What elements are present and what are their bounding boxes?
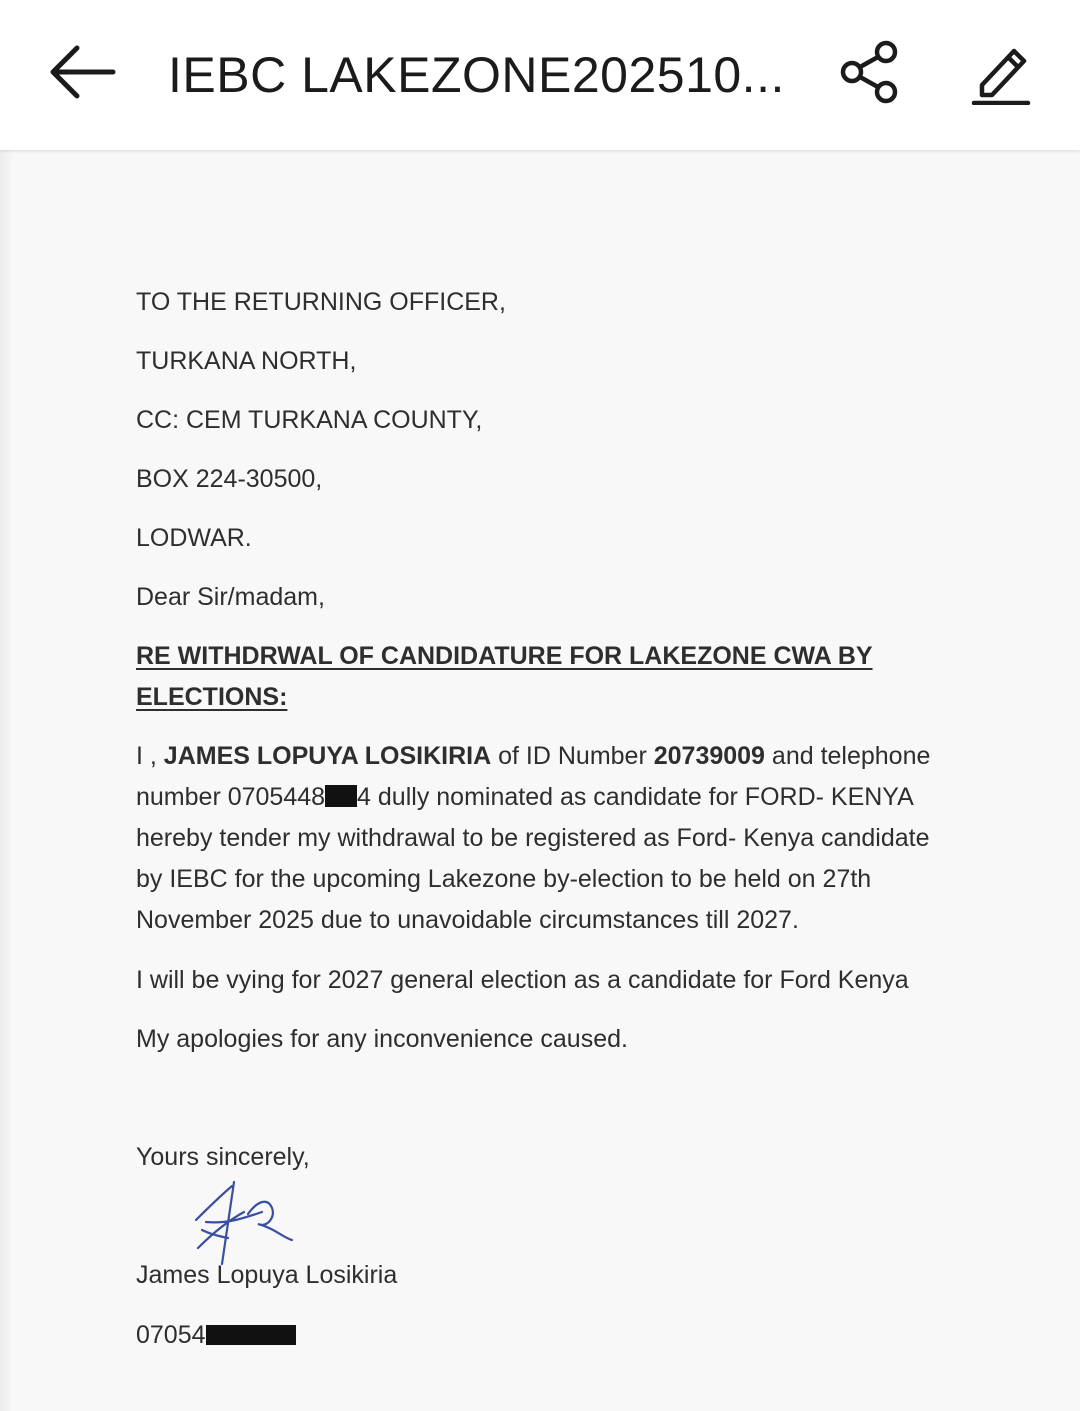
back-arrow-icon [47,44,117,100]
address-line-3: CC: CEM TURKANA COUNTY, [136,406,483,434]
address-line-4: BOX 224-30500, [136,465,323,493]
id-number: 20739009 [653,742,765,770]
body-paragraph-1 [136,736,1006,941]
signer-name: James Lopuya Losikiria [136,1261,398,1289]
body-paragraph-3: My apologies for any inconvenience caused. [136,1025,628,1053]
subject-heading-line-2: ELECTIONS: [136,683,288,711]
salutation: Dear Sir/madam, [136,583,325,611]
handwritten-signature [188,1178,298,1268]
share-icon [838,40,902,104]
redaction-bar [325,785,357,807]
share-button[interactable] [830,34,910,110]
address-line-5: LODWAR. [136,524,252,552]
body-line-5: November 2025 due to unavoidable circumstances till 2027. [136,906,799,934]
redaction-bar [206,1325,296,1345]
body-paragraph-2: I will be vying for 2027 general election as a candidate for Ford Kenya [136,966,909,994]
body-line-4: by IEBC for the upcoming Lakezone by-election to be held on 27th [136,865,872,893]
document-title: IEBC LAKEZONE202510... [168,47,785,103]
back-button[interactable] [40,34,124,110]
closing: Yours sincerely, [136,1143,310,1171]
edit-button[interactable] [960,34,1040,110]
subject-heading-line-1: RE WITHDRWAL OF CANDIDATURE FOR LAKEZONE CWA BY [136,642,873,670]
body-line-3: hereby tender my withdrawal to be registered as Ford- Kenya candidate [136,824,930,852]
candidate-name: JAMES LOPUYA LOSIKIRIA [163,742,492,770]
page-edge-shadow [0,150,14,1411]
document-page[interactable] [0,150,1080,1411]
body-line-2: number 0705448 4 dully nominated as candidate for FORD- KENYA [136,783,914,811]
signer-phone: 07054 [136,1320,296,1350]
app-bar [0,0,1080,150]
pencil-edit-icon [968,39,1032,105]
address-line-1: TO THE RETURNING OFFICER, [136,288,506,316]
address-line-2: TURKANA NORTH, [136,347,357,375]
body-line-1: I , JAMES LOPUYA LOSIKIRIA of ID Number 20739009 and telephone [136,742,931,770]
